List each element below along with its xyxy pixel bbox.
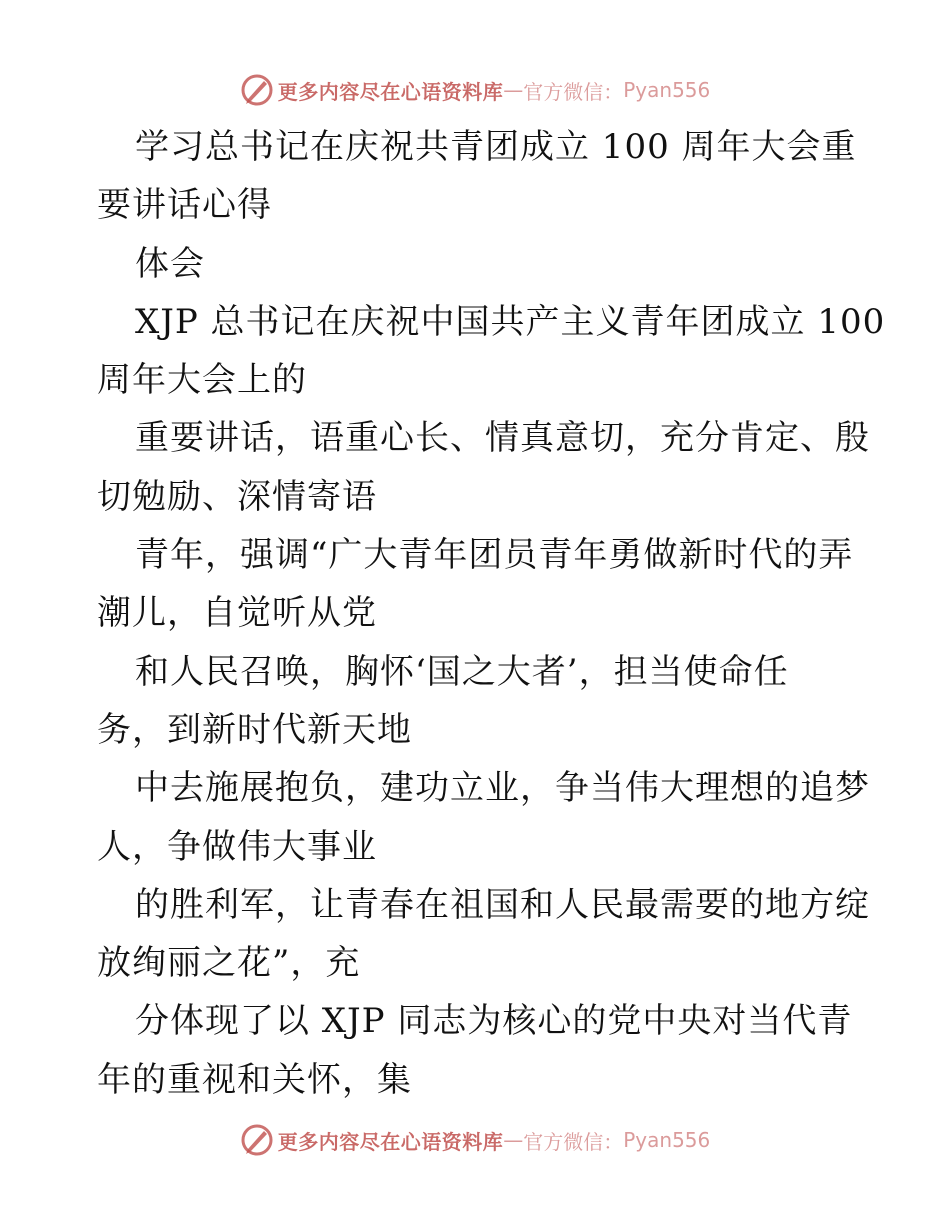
text-line: 体会 [135, 243, 205, 284]
text-line: 务，到新时代新天地 [97, 709, 412, 750]
quill-logo-icon [240, 1123, 274, 1157]
document-body [97, 118, 886, 1109]
quill-logo-icon [240, 73, 274, 107]
text-line: 人，争做伟大事业 [97, 826, 377, 867]
text-line: 学习总书记在庆祝共青团成立 100 周年大会重 [135, 127, 857, 167]
watermark-main-text: 更多内容尽在心语资料库 [277, 79, 504, 104]
text-line: 青年，强调“广大青年团员青年勇做新时代的弄 [135, 535, 854, 576]
watermark-dash: — [503, 78, 524, 102]
watermark-wechat-label: 官方微信： [523, 1129, 624, 1154]
footer-watermark [0, 1120, 950, 1160]
watermark-wechat-label: 官方微信： [523, 79, 624, 104]
text-line: 要讲话心得 [97, 185, 272, 226]
watermark-wechat-id: Pyan556 [623, 1128, 711, 1152]
text-line: 年的重视和关怀，集 [97, 1059, 412, 1100]
text-line: XJP 总书记在庆祝中国共产主义青年团成立 100 [135, 301, 886, 342]
text-line: 分体现了以 XJP 同志为核心的党中央对当代青 [135, 1001, 853, 1042]
watermark-dash: — [503, 1128, 524, 1152]
text-line: 潮儿，自觉听从党 [97, 593, 377, 634]
text-line: 周年大会上的 [97, 360, 307, 401]
text-line: 放绚丽之花”，充 [97, 943, 361, 984]
text-line: 的胜利军，让青春在祖国和人民最需要的地方绽 [135, 884, 870, 925]
text-line: 和人民召唤，胸怀‘国之大者’，担当使命任 [135, 651, 789, 692]
text-line: 重要讲话，语重心长、情真意切，充分肯定、殷 [135, 418, 870, 459]
text-line: 切勉励、深情寄语 [97, 476, 377, 517]
header-watermark [0, 70, 950, 110]
text-line: 中去施展抱负，建功立业，争当伟大理想的追梦 [135, 768, 870, 809]
watermark-wechat-id: Pyan556 [623, 78, 711, 102]
watermark-main-text: 更多内容尽在心语资料库 [277, 1129, 504, 1154]
